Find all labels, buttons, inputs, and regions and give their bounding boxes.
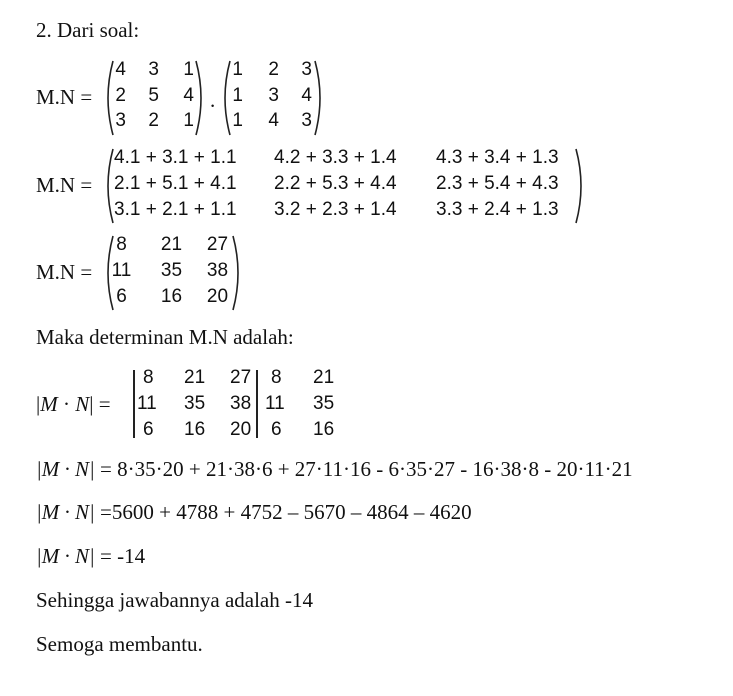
expanded-cell: 2.3 + 5.4 + 4.3: [436, 173, 559, 194]
matrix-n-cell: 1: [232, 110, 243, 131]
right-paren-icon: [314, 60, 326, 136]
sarrus-expansion-line: [36, 457, 633, 481]
result-rhs: = -14: [100, 544, 146, 568]
expanded-cell: 2.2 + 5.3 + 4.4: [274, 173, 397, 194]
step3-lhs: M.N =: [36, 260, 93, 284]
determinant-bar-right: [256, 370, 258, 438]
result-cell: 38: [206, 260, 229, 281]
result-line: [36, 544, 145, 568]
result-cell: 21: [160, 234, 183, 255]
expanded-cell: 4.2 + 3.3 + 1.4: [274, 147, 397, 168]
result-cell: 6: [116, 286, 127, 307]
result-cell: 35: [160, 260, 183, 281]
det-cell: 20: [230, 419, 252, 440]
sarrus-ext-cell: 21: [313, 367, 335, 388]
det-cell: 8: [143, 367, 154, 388]
det-cell: 16: [184, 419, 206, 440]
sarrus-ext-cell: 6: [271, 419, 282, 440]
products-line: [36, 500, 472, 524]
result-cell: 16: [160, 286, 183, 307]
matrix-n-cell: 1: [232, 85, 243, 106]
result-cell: 11: [111, 260, 132, 281]
expanded-cell: 3.1 + 2.1 + 1.1: [114, 199, 237, 220]
right-paren-icon: [232, 235, 244, 311]
var-m: M: [40, 392, 58, 416]
conclusion: Sehingga jawabannya adalah -14: [36, 588, 313, 612]
matrix-m-cell: 5: [148, 85, 159, 106]
right-paren-icon: [575, 148, 587, 224]
multiply-dot: .: [210, 88, 216, 112]
determinant-bar-left: [133, 370, 135, 438]
det-lhs: |M · N|: [36, 544, 95, 568]
det-cell: 27: [230, 367, 252, 388]
det-lhs: |M · N|: [36, 500, 95, 524]
matrix-m-cell: 1: [183, 110, 194, 131]
matrix-n-cell: 4: [301, 85, 312, 106]
expanded-cell: 3.3 + 2.4 + 1.3: [436, 199, 559, 220]
left-paren-icon: [102, 148, 114, 224]
determinant-intro: Maka determinan M.N adalah:: [36, 325, 294, 349]
matrix-m-cell: 4: [183, 85, 194, 106]
matrix-n-cell: 3: [301, 110, 312, 131]
expanded-cell: 4.3 + 3.4 + 1.3: [436, 147, 559, 168]
right-paren-icon: [195, 60, 207, 136]
matrix-n-cell: 4: [268, 110, 279, 131]
sarrus-rhs: = 8·35·20 + 21·38·6 + 27·11·16 - 6·35·27 - 16·38·8 - 20·11·21: [100, 457, 633, 481]
det-cell: 21: [184, 367, 206, 388]
products-rhs: =5600 + 4788 + 4752 – 5670 – 4864 – 4620: [100, 500, 472, 524]
var-n: N: [75, 392, 90, 416]
expanded-cell: 3.2 + 2.3 + 1.4: [274, 199, 397, 220]
closing: Semoga membantu.: [36, 632, 203, 656]
abs-bar-close: | =: [89, 392, 111, 416]
matrix-m-cell: 4: [115, 59, 126, 80]
matrix-m-cell: 3: [148, 59, 159, 80]
matrix-n-cell: 3: [268, 85, 279, 106]
matrix-n-cell: 3: [301, 59, 312, 80]
result-cell: 27: [206, 234, 229, 255]
expanded-cell: 2.1 + 5.1 + 4.1: [114, 173, 237, 194]
matrix-m-cell: 2: [148, 110, 159, 131]
det-cell: 6: [143, 419, 154, 440]
sarrus-ext-cell: 16: [313, 419, 335, 440]
det-cell: 38: [230, 393, 252, 414]
step2-lhs: M.N =: [36, 173, 93, 197]
sarrus-ext-cell: 11: [265, 393, 285, 414]
det-lhs: |M · N|: [36, 457, 95, 481]
dot-operator: ·: [57, 392, 76, 416]
abs-bar-open: |: [36, 392, 41, 416]
determinant-lhs: [36, 392, 111, 417]
matrix-n-cell: 2: [268, 59, 279, 80]
matrix-m-cell: 3: [115, 110, 126, 131]
det-cell: 11: [137, 393, 157, 414]
sarrus-ext-cell: 8: [271, 367, 282, 388]
matrix-m-cell: 1: [183, 59, 194, 80]
sarrus-ext-cell: 35: [313, 393, 335, 414]
matrix-n-cell: 1: [232, 59, 243, 80]
step1-lhs: M.N =: [36, 85, 93, 109]
heading: 2. Dari soal:: [36, 18, 140, 42]
result-cell: 20: [206, 286, 229, 307]
det-cell: 35: [184, 393, 206, 414]
matrix-m-cell: 2: [115, 85, 126, 106]
expanded-cell: 4.1 + 3.1 + 1.1: [114, 147, 237, 168]
result-cell: 8: [116, 234, 127, 255]
